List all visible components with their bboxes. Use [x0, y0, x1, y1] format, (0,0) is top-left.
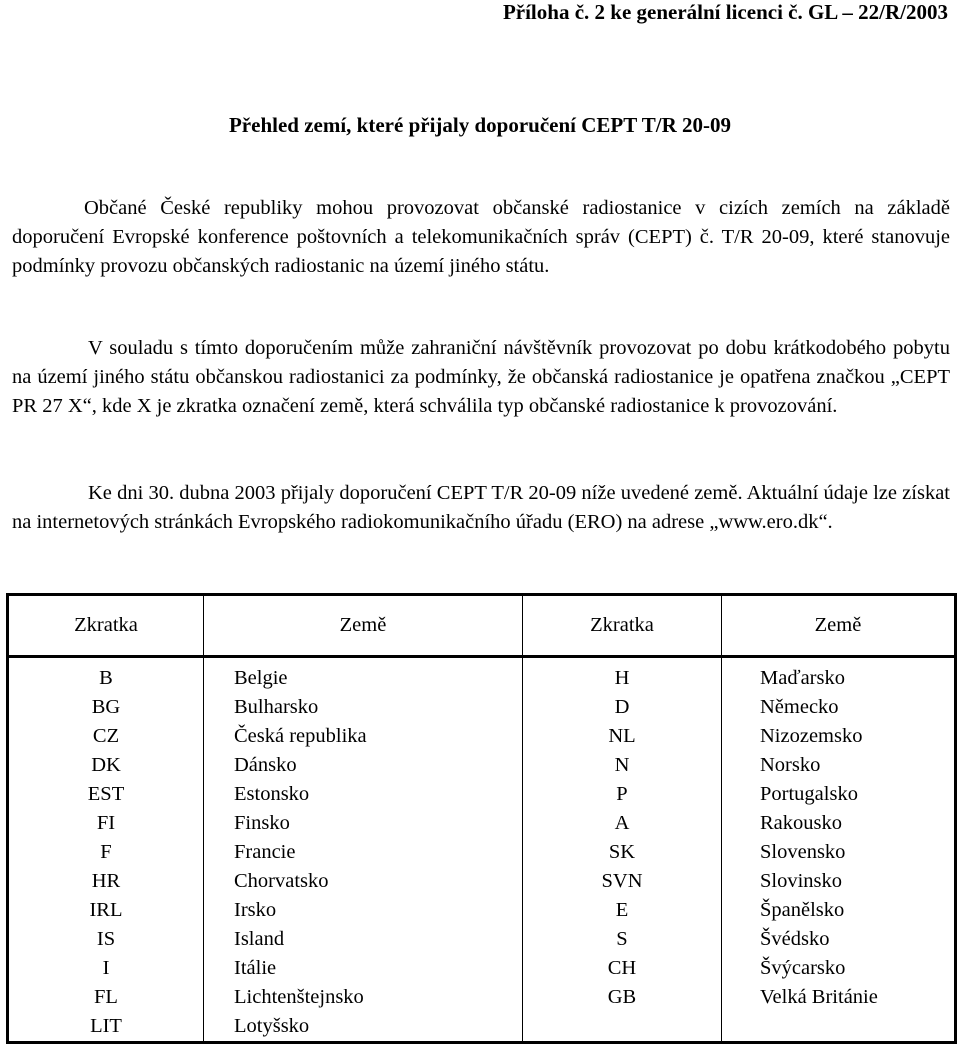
country-cell: Slovinsko: [722, 867, 956, 896]
country-cell: Rakousko: [722, 809, 956, 838]
abbreviation-cell: SVN: [523, 867, 722, 896]
intro-paragraph: Občané České republiky mohou provozovat občanské radiostanice v cizích zemích na základě doporučení Evropské konference poštovních a telekomunikačních správ (CEPT) č. T/R 20-09, které stanovuje podmínky provozu občanských radiostanic na území jiného státu.: [12, 197, 950, 277]
country-cell: Belgie: [204, 664, 523, 693]
country-cell: Island: [204, 925, 523, 954]
conditions-paragraph: V souladu s tímto doporučením může zahraniční návštěvník provozovat po dobu krátkodobého pobytu na území jiného státu občanskou radiostanici za podmínky, že občanská radiostanice je opatřena značkou „CEPT PR 27 X“, kde X je zkratka označení země, která schválila typ občanské radiostanice k provozování.: [12, 337, 950, 417]
table-row: [8, 954, 956, 983]
column-header: Země: [204, 595, 523, 657]
country-cell: Švýcarsko: [722, 954, 956, 983]
table-row: [8, 751, 956, 780]
abbreviation-cell: IS: [8, 925, 204, 954]
table-spacer-cell: [722, 657, 956, 665]
abbreviation-cell: I: [8, 954, 204, 983]
country-cell: Bulharsko: [204, 693, 523, 722]
abbreviation-cell: CZ: [8, 722, 204, 751]
status-paragraph: Ke dni 30. dubna 2003 přijaly doporučení CEPT T/R 20-09 níže uvedené země. Aktuální údaje lze získat na internetových stránkách Evropského radiokomunikačního úřadu (ERO) na adrese „www.ero.dk“.: [12, 482, 950, 533]
country-cell: Chorvatsko: [204, 867, 523, 896]
country-cell: Švédsko: [722, 925, 956, 954]
country-cell: Finsko: [204, 809, 523, 838]
country-cell: Maďarsko: [722, 664, 956, 693]
table-spacer-cell: [204, 657, 523, 665]
country-cell: [722, 1012, 956, 1043]
page-title: Přehled zemí, které přijaly doporučení CEPT T/R 20-09: [228, 113, 731, 137]
annex-header: Příloha č. 2 ke generální licenci č. GL – 22/R/2003: [502, 0, 948, 24]
abbreviation-cell: HR: [8, 867, 204, 896]
abbreviation-cell: SK: [523, 838, 722, 867]
abbreviation-cell: A: [523, 809, 722, 838]
table-row: [8, 838, 956, 867]
country-cell: Španělsko: [722, 896, 956, 925]
table-body: [8, 657, 956, 1043]
abbreviation-cell: FL: [8, 983, 204, 1012]
table-spacer-row: [8, 657, 956, 665]
abbreviation-cell: N: [523, 751, 722, 780]
country-cell: Irsko: [204, 896, 523, 925]
country-table: [6, 593, 957, 1044]
abbreviation-cell: LIT: [8, 1012, 204, 1043]
table-row: [8, 867, 956, 896]
country-cell: Nizozemsko: [722, 722, 956, 751]
country-cell: Lichtenštejnsko: [204, 983, 523, 1012]
table-row: [8, 809, 956, 838]
abbreviation-cell: DK: [8, 751, 204, 780]
country-cell: Norsko: [722, 751, 956, 780]
country-cell: Velká Británie: [722, 983, 956, 1012]
table-row: [8, 664, 956, 693]
column-header: Zkratka: [523, 595, 722, 657]
abbreviation-cell: IRL: [8, 896, 204, 925]
country-cell: Itálie: [204, 954, 523, 983]
abbreviation-cell: B: [8, 664, 204, 693]
country-cell: Česká republika: [204, 722, 523, 751]
country-cell: Dánsko: [204, 751, 523, 780]
abbreviation-cell: S: [523, 925, 722, 954]
abbreviation-cell: P: [523, 780, 722, 809]
abbreviation-cell: F: [8, 838, 204, 867]
table-header-row: [8, 595, 956, 657]
table-row: [8, 896, 956, 925]
country-cell: Portugalsko: [722, 780, 956, 809]
abbreviation-cell: [523, 1012, 722, 1043]
abbreviation-cell: NL: [523, 722, 722, 751]
table-row: [8, 780, 956, 809]
abbreviation-cell: CH: [523, 954, 722, 983]
table-row: [8, 925, 956, 954]
abbreviation-cell: GB: [523, 983, 722, 1012]
table-spacer-cell: [523, 657, 722, 665]
abbreviation-cell: BG: [8, 693, 204, 722]
abbreviation-cell: H: [523, 664, 722, 693]
abbreviation-cell: FI: [8, 809, 204, 838]
table-row: [8, 693, 956, 722]
table-row: [8, 1012, 956, 1043]
column-header: Země: [722, 595, 956, 657]
column-header: Zkratka: [8, 595, 204, 657]
country-cell: Německo: [722, 693, 956, 722]
country-cell: Estonsko: [204, 780, 523, 809]
country-cell: Francie: [204, 838, 523, 867]
abbreviation-cell: E: [523, 896, 722, 925]
abbreviation-cell: EST: [8, 780, 204, 809]
country-cell: Lotyšsko: [204, 1012, 523, 1043]
abbreviation-cell: D: [523, 693, 722, 722]
country-cell: Slovensko: [722, 838, 956, 867]
table-spacer-cell: [8, 657, 204, 665]
table-row: [8, 722, 956, 751]
table-row: [8, 983, 956, 1012]
